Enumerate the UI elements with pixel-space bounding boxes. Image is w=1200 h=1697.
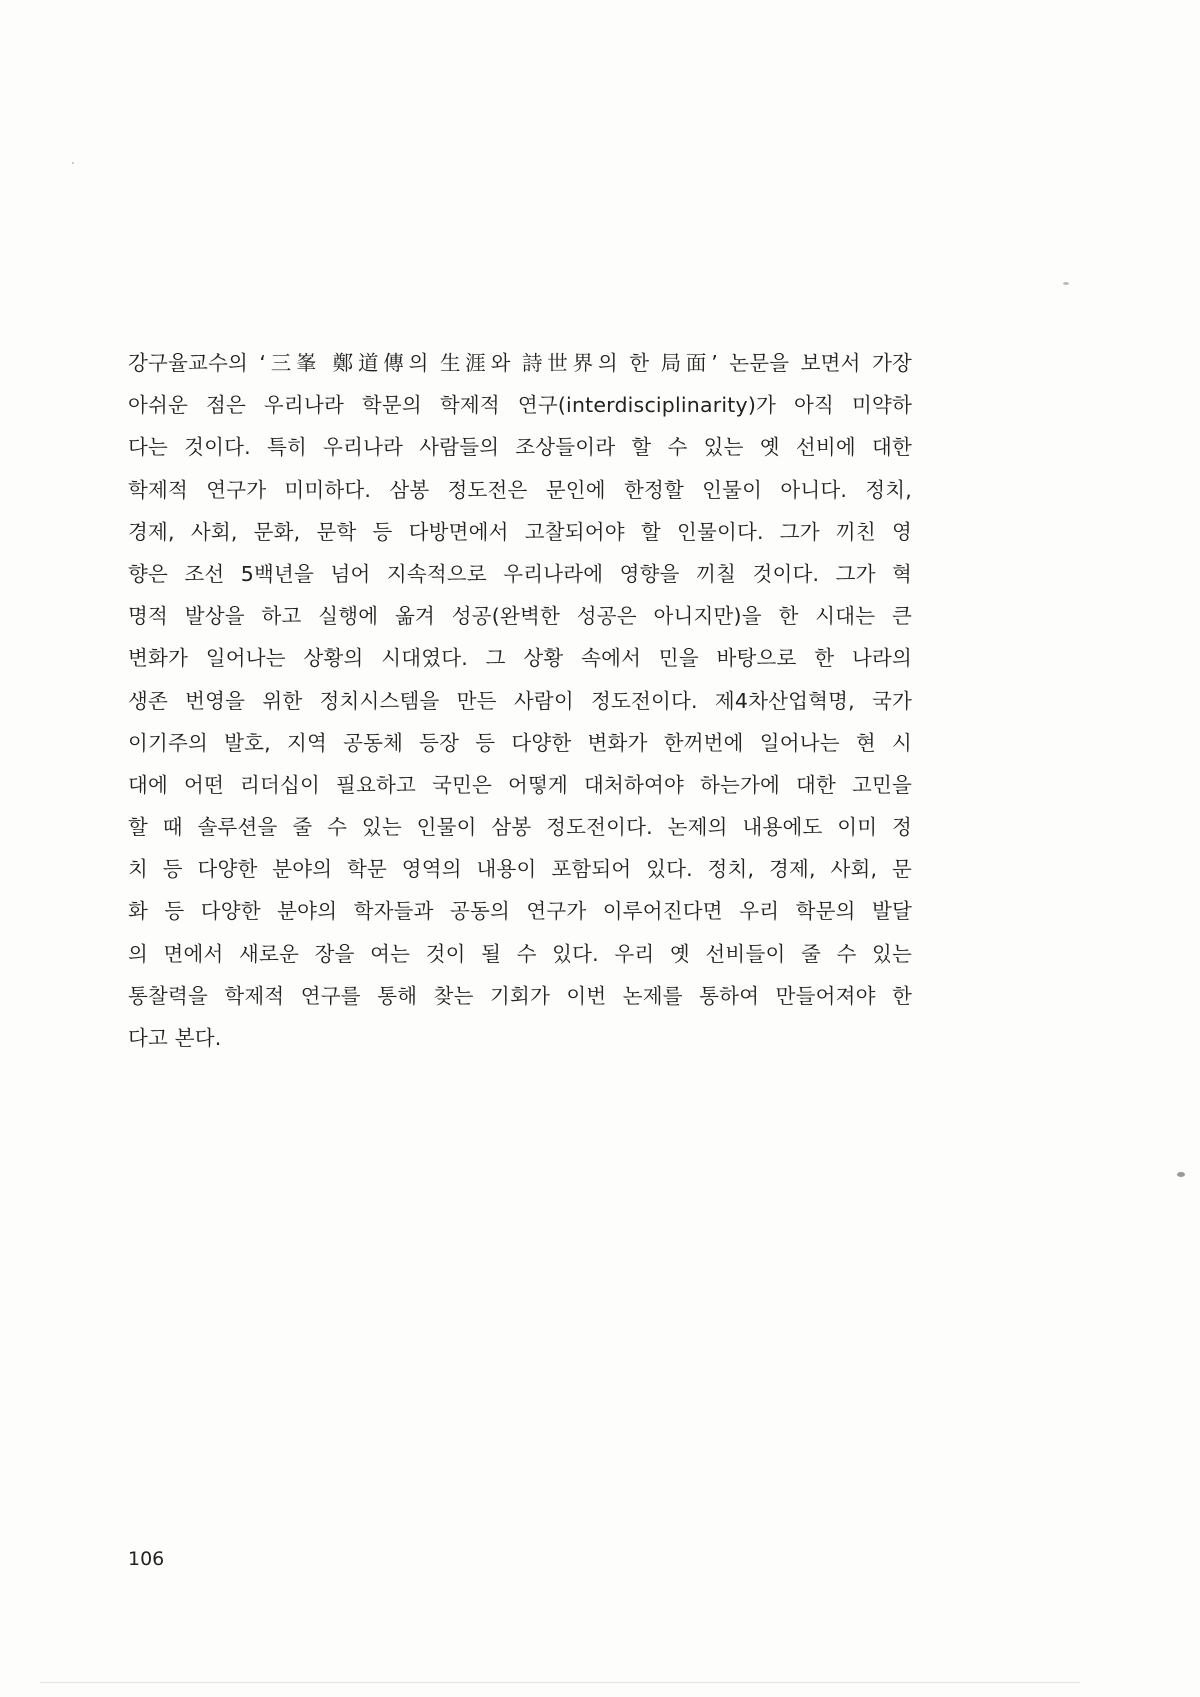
scan-speck	[1177, 1172, 1185, 1177]
body-paragraph	[128, 342, 912, 1059]
paragraph-line: 아쉬운 점은 우리나라 학문의 학제적 연구(interdisciplinarity)가 아직 미약하	[128, 393, 912, 418]
paragraph-line: 할 때 솔루션을 줄 수 있는 인물이 삼봉 정도전이다. 논제의 내용에도 이미 정	[128, 815, 912, 840]
paragraph-line: 학제적 연구가 미미하다. 삼봉 정도전은 문인에 한정할 인물이 아니다. 정치,	[128, 477, 912, 502]
scan-speck	[1063, 282, 1069, 285]
page-divider	[40, 1682, 1080, 1683]
paragraph-line: 치 등 다양한 분야의 학문 영역의 내용이 포함되어 있다. 정치, 경제, 사회, 문	[128, 857, 912, 882]
paragraph-line: 통찰력을 학제적 연구를 통해 찾는 기회가 이번 논제를 통하여 만들어져야 한	[128, 983, 912, 1008]
paragraph-line: 명적 발상을 하고 실행에 옮겨 성공(완벽한 성공은 아니지만)을 한 시대는 큰	[128, 604, 912, 629]
paragraph-line: 강구율교수의 ‘三峯 鄭道傳의 生涯와 詩世界의 한 局面’ 논문을 보면서 가장	[128, 351, 912, 375]
paragraph-line: 의 면에서 새로운 장을 여는 것이 될 수 있다. 우리 옛 선비들이 줄 수 있는	[128, 941, 912, 966]
paragraph-line: 대에 어떤 리더십이 필요하고 국민은 어떻게 대처하여야 하는가에 대한 고민을	[128, 772, 912, 797]
paragraph-line: 생존 번영을 위한 정치시스템을 만든 사람이 정도전이다. 제4차산업혁명, 국가	[128, 688, 912, 713]
paragraph-line: 향은 조선 5백년을 넘어 지속적으로 우리나라에 영향을 끼칠 것이다. 그가 혁	[128, 561, 912, 586]
paragraph-line: 변화가 일어나는 상황의 시대였다. 그 상황 속에서 민을 바탕으로 한 나라의	[128, 646, 912, 671]
paragraph-line: 다고 본다.	[128, 1026, 222, 1050]
page-number: 106	[128, 1548, 165, 1570]
paragraph-line: 화 등 다양한 분야의 학자들과 공동의 연구가 이루어진다면 우리 학문의 발달	[128, 899, 912, 924]
paragraph-line: 다는 것이다. 특히 우리나라 사람들의 조상들이라 할 수 있는 옛 선비에 대한	[128, 435, 912, 460]
paragraph-line: 경제, 사회, 문화, 문학 등 다방면에서 고찰되어야 할 인물이다. 그가 끼친 영	[128, 519, 912, 544]
paragraph-line: 이기주의 발호, 지역 공동체 등장 등 다양한 변화가 한꺼번에 일어나는 현 시	[128, 730, 912, 755]
scan-speck	[72, 162, 74, 164]
